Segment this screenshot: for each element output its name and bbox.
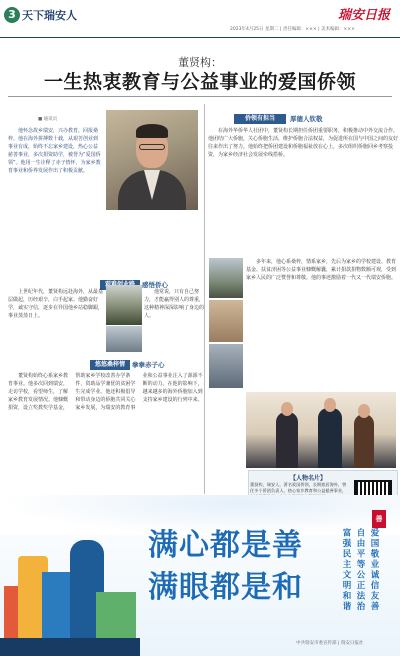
title-rule — [8, 96, 392, 97]
banner-slogan-1: 满心都是善 — [148, 528, 303, 563]
street-photo — [106, 326, 142, 352]
left-section-text-2: 他常说，只有自己努力，才能赢得别人的尊重，这种精神深深影响了身边的人。 — [144, 289, 205, 319]
portrait-photo — [106, 110, 198, 210]
tower-photo — [106, 285, 142, 325]
dateline: 2023年4月25日 星期二 | 责任编辑：××× | 美术编辑：××× — [230, 27, 355, 32]
header-rule — [0, 37, 400, 38]
section-title: 天下瑞安人 — [22, 9, 77, 22]
profile-card-title: 【人物名片】 — [290, 475, 327, 482]
group-photo — [209, 300, 243, 342]
right-section-subheading: 厚德人钦敬 — [290, 115, 323, 123]
banner-value-column-1: 富强民主文明和谐 — [341, 528, 351, 612]
red-seal: 善 — [372, 510, 386, 528]
left-section-text-1: 上世纪年代，董贤构远赴海外，从最基层做起，历经艰辛，白手起家。他勤奋好学，诚实守信，逐步在异国他乡站稳脚跟，事业蒸蒸日上。 — [8, 289, 104, 319]
page-number-badge: 3 — [4, 7, 20, 23]
article-title: 一生热衷教育与公益事业的爱国侨领 — [43, 71, 356, 93]
right-section-heading: 侨领有担当 — [234, 114, 286, 124]
profile-card-text: 董贤构，瑞安人，著名爱国侨领，长期旅居海外，曾任多个侨团负责人，热心家乡教育和公益慈善事业， — [250, 482, 347, 493]
newspaper-logo: 瑞安日报 — [338, 8, 391, 23]
folk-art-illustration — [0, 520, 140, 656]
byline: ■ 通讯员 — [38, 117, 58, 122]
left-section-text-3: 董贤构始终心系家乡教育事业。他多次回到瑞安，走访学校，看望师生，了解家乡教育发展情况。他慷慨捐资，设立奖教奖学基金，帮助家乡学校改善办学条件，资助品学兼优的贫困学生完成学业。他还积极倡导和带动身边的侨胞共同关心家乡发展，为瑞安的教育事业和公益事业注入了源源不断的动力。在他的影响下，越来越多的海外侨胞加入到支持家乡建设的行列中来。 — [8, 373, 203, 411]
article-subtitle: 董贤构： — [178, 56, 222, 69]
banner-value-column-2: 自由平等公正法治 — [355, 528, 365, 612]
right-section-text-continued: 多年来，他心系桑梓，情系家乡，先后为家乡的学校建设、教育基金、扶贫济困等公益事业慷慨解囊，累计捐款捐物数额可观，受到家乡人民的广泛赞誉和尊敬。他的事迹激励着一代又一代瑞安侨胞。 — [246, 259, 396, 281]
left-section-subheading-2: 拳拳赤子心 — [132, 361, 165, 369]
left-section-subheading-1: 感悟侨心 — [142, 281, 168, 289]
right-section-text: 在海外华侨华人社团中，董贤构长期担任侨团重要职务，积极推动中外交流合作。他团结广大侨胞，关心侨胞生活，维护侨胞合法权益，为促进所在国与中国之间的友好往来作出了努力。他始终把侨团建设和侨胞福祉放在心上，多次组织侨胞回乡考察投资，为家乡经济社会发展牵线搭桥。 — [208, 128, 398, 158]
banner-slogan-2: 满眼都是和 — [148, 570, 303, 605]
event-photo — [209, 344, 243, 388]
banner-credit: 中共瑞安市委宣传部 | 瑞安日报社 — [296, 641, 364, 646]
building-photo — [209, 258, 243, 298]
intro-text: 他怀念故乡瑞安，兴办教育，回报桑梓。他在海外拼搏数十载，从艰苦创业到事业有成，始终不忘家乡建设，热心公益慈善事业，多次捐资助学，被誉为“爱国侨领”。他用一生诠释了赤子情怀，为家乡教育事业和侨界发展作出了积极贡献。 — [8, 128, 101, 174]
banner-value-column-3: 爱国敬业诚信友善 — [369, 528, 379, 612]
family-photo — [246, 392, 396, 468]
left-section-heading-2: 悠悠桑梓情 — [90, 360, 130, 370]
